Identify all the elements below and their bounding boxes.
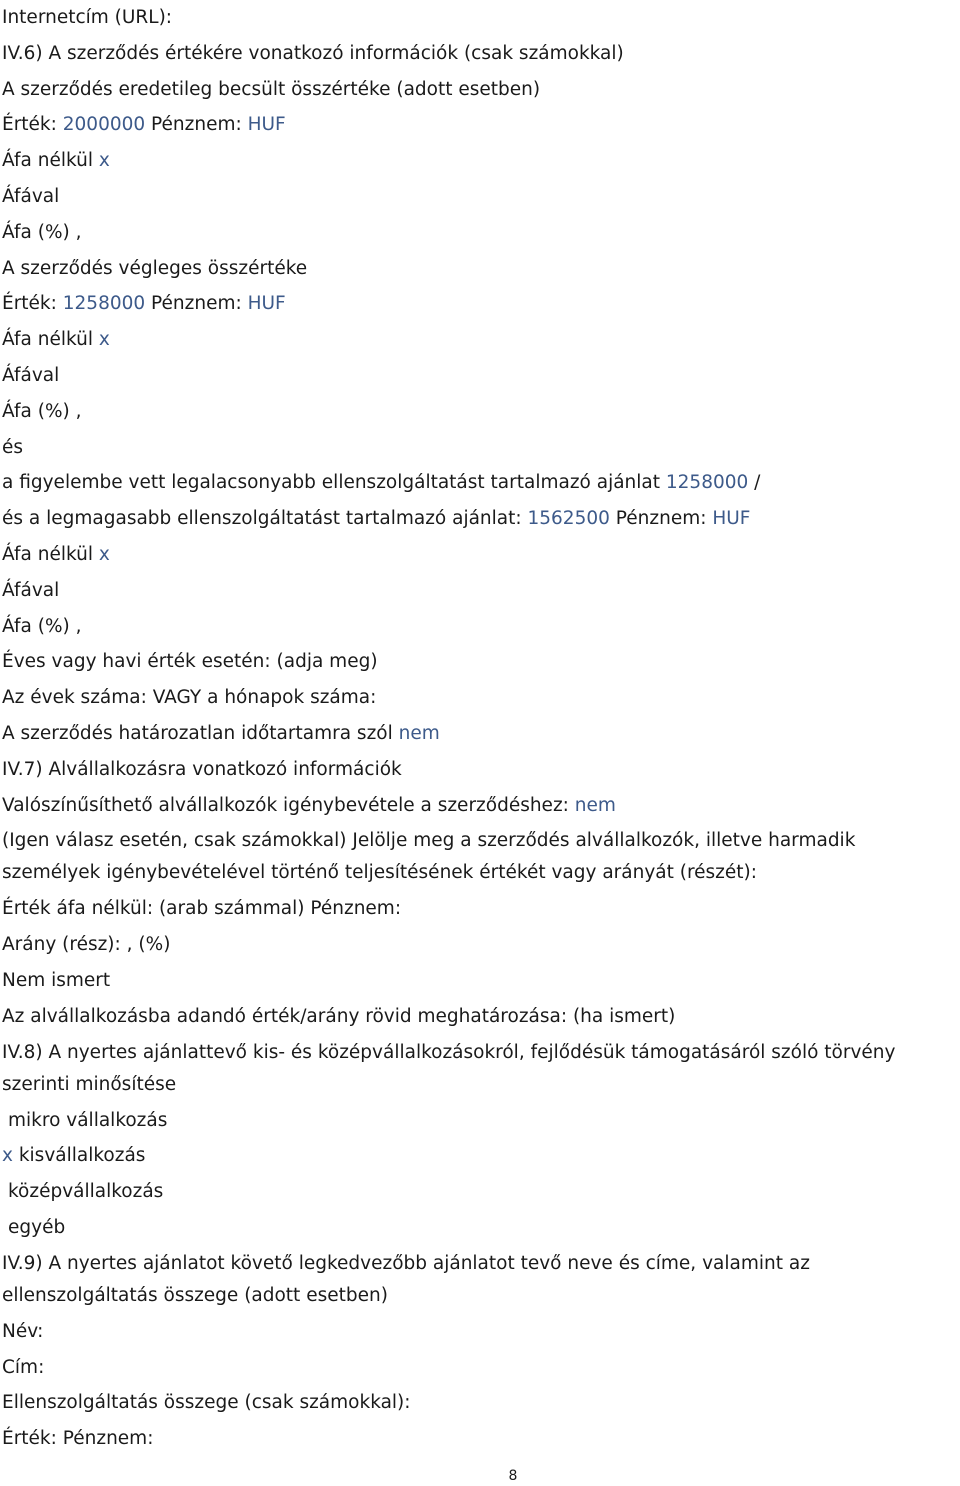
annual-monthly-label: Éves vagy havi érték esetén: (adja meg) bbox=[2, 651, 378, 673]
offer-without-vat-row: Áfa nélkül x bbox=[2, 543, 110, 565]
highest-offer-currency: HUF bbox=[712, 508, 751, 530]
value-currency-label: Érték: Pénznem: bbox=[2, 1428, 154, 1450]
highest-offer-value: 1562500 bbox=[527, 508, 610, 530]
years-months-label: Az évek száma: VAGY a hónapok száma: bbox=[2, 687, 377, 709]
estimated-with-vat-row: Áfával bbox=[2, 185, 60, 207]
final-value: 1258000 bbox=[62, 293, 146, 315]
final-vat-percent-row: Áfa (%) , bbox=[2, 400, 82, 422]
subcontractor-instructions: (Igen válasz esetén, csak számokkal) Jelölje meg a szerződés alvállalkozók, illetve harmadik személyek igénybevételével történő teljesítésének értékét vagy arányát (részét): bbox=[2, 830, 856, 884]
section-iv6-heading: IV.6) A szerződés értékére vonatkozó információk (csak számokkal) bbox=[2, 42, 624, 64]
highest-offer-row: és a legmagasabb ellenszolgáltatást tartalmazó ajánlat: 1562500 Pénznem: HUF bbox=[2, 508, 751, 530]
section-iv8-heading: IV.8) A nyertes ajánlattevő kis- és középvállalkozásokról, fejlődésük támogatásáról szóló törvény szerinti minősítése bbox=[2, 1041, 896, 1095]
medium-enterprise-option: középvállalkozás bbox=[8, 1181, 164, 1203]
indefinite-duration-row: A szerződés határozatlan időtartamra szól nem bbox=[2, 722, 440, 744]
offer-vat-percent-row: Áfa (%) , bbox=[2, 615, 82, 637]
estimated-total-label: A szerződés eredetileg becsült összértéke (adott esetben) bbox=[2, 78, 541, 100]
final-total-label: A szerződés végleges összértéke bbox=[2, 257, 308, 279]
lowest-offer-value: 1258000 bbox=[665, 472, 749, 494]
value-without-vat-label: Érték áfa nélkül: (arab számmal) Pénznem: bbox=[2, 898, 402, 920]
document-page bbox=[2, 0, 958, 1457]
estimated-without-vat-mark: x bbox=[98, 150, 110, 172]
small-enterprise-option: x kisvállalkozás bbox=[2, 1145, 146, 1167]
final-with-vat-row: Áfával bbox=[2, 364, 60, 386]
estimated-currency: HUF bbox=[247, 114, 286, 136]
final-without-vat-mark: x bbox=[98, 329, 110, 351]
lowest-offer-row: a figyelembe vett legalacsonyabb ellenszolgáltatást tartalmazó ajánlat 1258000 / bbox=[2, 472, 761, 494]
micro-enterprise-option: mikro vállalkozás bbox=[8, 1109, 168, 1131]
consideration-amount-label: Ellenszolgáltatás összege (csak számokkal): bbox=[2, 1392, 411, 1414]
other-option: egyéb bbox=[8, 1216, 66, 1238]
url-label: Internetcím (URL): bbox=[2, 7, 173, 28]
estimated-vat-percent-row: Áfa (%) , bbox=[2, 221, 82, 243]
and-label: és bbox=[2, 436, 24, 458]
unknown-label: Nem ismert bbox=[2, 969, 111, 991]
page-number: 8 bbox=[508, 1468, 518, 1484]
subcontractor-likely-value: nem bbox=[574, 794, 616, 816]
ratio-label: Arány (rész): , (%) bbox=[2, 934, 171, 956]
subcontractor-likely-row: Valószínűsíthető alvállalkozók igénybevétele a szerződéshez: nem bbox=[2, 794, 616, 816]
estimated-without-vat-row: Áfa nélkül x bbox=[2, 150, 110, 172]
final-currency: HUF bbox=[247, 293, 286, 315]
section-iv7-heading: IV.7) Alvállalkozásra vonatkozó információk bbox=[2, 758, 402, 780]
final-value-row: Érték: 1258000 Pénznem: HUF bbox=[2, 293, 286, 315]
indefinite-duration-value: nem bbox=[398, 722, 440, 744]
estimated-value: 2000000 bbox=[62, 114, 146, 136]
subcontracting-description-label: Az alvállalkozásba adandó érték/arány rövid meghatározása: (ha ismert) bbox=[2, 1005, 676, 1027]
address-label: Cím: bbox=[2, 1356, 45, 1378]
section-iv9-heading: IV.9) A nyertes ajánlatot követő legkedvezőbb ajánlatot tevő neve és címe, valamint az ellenszolgáltatás összege (adott esetben) bbox=[2, 1252, 810, 1306]
estimated-value-row: Érték: 2000000 Pénznem: HUF bbox=[2, 114, 286, 136]
small-enterprise-mark: x bbox=[2, 1145, 13, 1167]
offer-with-vat-row: Áfával bbox=[2, 579, 60, 601]
name-label: Név: bbox=[2, 1320, 44, 1342]
final-without-vat-row: Áfa nélkül x bbox=[2, 329, 110, 351]
offer-without-vat-mark: x bbox=[98, 543, 110, 565]
